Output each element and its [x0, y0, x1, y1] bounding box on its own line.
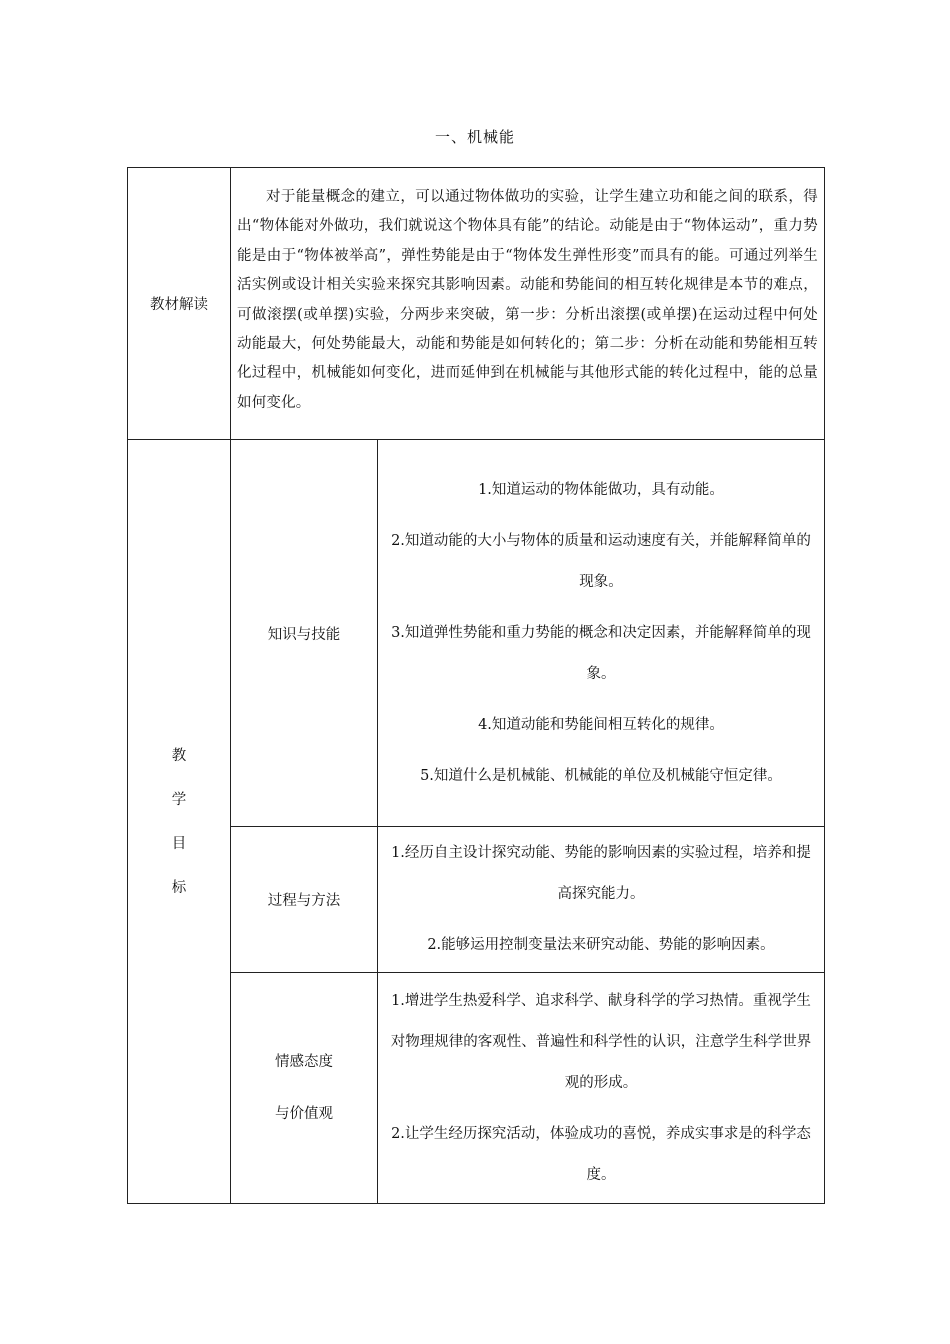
objectives-label-char: 学 [171, 791, 187, 808]
emotion-label-line: 与价值观 [275, 1106, 333, 1122]
textbook-cell [231, 168, 825, 440]
document-title: 一、机械能 [434, 128, 515, 146]
emotion-row [128, 973, 825, 1204]
knowledge-item: 1.知道运动的物体能做功，具有动能。 [478, 481, 724, 498]
knowledge-item: 3.知道弹性势能和重力势能的概念和决定因素，并能解释简单的现象。 [391, 624, 811, 682]
objectives-label-char: 教 [171, 747, 187, 764]
textbook-text: 对于能量概念的建立，可以通过物体做功的实验，让学生建立功和能之间的联系，得出“物体能对外做功，我们就说这个物体具有能”的结论。动能是由于“物体运动”，重力势能是由于“物体被举高”，弹性势能是由于“物体发生弹性形变”而具有的能。可通过列举生活实例或设计相关实验来探究其影响因素。动能和势能间的相互转化规律是本节的难点，可做滚摆(或单摆)实验，分两步来突破，第一步：分析出滚摆(或单摆)在运动过程中何处动能最大，何处势能最大，动能和势能是如何转化的；第二步：分析在动能和势能相互转化过程中，机械能如何变化，进而延伸到在机械能与其他形式能的转化过程中，能的总量如何变化。 [237, 188, 818, 411]
textbook-label: 教材解读 [128, 168, 231, 440]
objectives-label-char: 目 [171, 835, 187, 852]
knowledge-row [128, 440, 825, 827]
process-cell [378, 827, 825, 973]
emotion-cell [378, 973, 825, 1204]
process-row [128, 827, 825, 973]
emotion-label-line: 情感态度 [275, 1054, 333, 1070]
textbook-row [128, 168, 825, 440]
emotion-item: 1.增进学生热爱科学、追求科学、献身科学的学习热情。重视学生对物理规律的客观性、普遍性和科学性的认识，注意学生科学世界观的形成。 [390, 992, 812, 1091]
emotion-label [231, 973, 378, 1204]
knowledge-item: 4.知道动能和势能间相互转化的规律。 [478, 716, 724, 733]
knowledge-label: 知识与技能 [231, 440, 378, 827]
process-item: 1.经历自主设计探究动能、势能的影响因素的实验过程，培养和提高探究能力。 [391, 845, 811, 902]
lesson-plan-table [127, 167, 825, 1204]
process-item: 2.能够运用控制变量法来研究动能、势能的影响因素。 [427, 937, 775, 953]
knowledge-item: 2.知道动能的大小与物体的质量和运动速度有关，并能解释简单的现象。 [391, 532, 811, 590]
emotion-item: 2.让学生经历探究活动，体验成功的喜悦，养成实事求是的科学态度。 [391, 1125, 811, 1183]
knowledge-cell [378, 440, 825, 827]
objectives-label [128, 440, 231, 1204]
process-label: 过程与方法 [231, 827, 378, 973]
knowledge-item: 5.知道什么是机械能、机械能的单位及机械能守恒定律。 [420, 767, 782, 784]
objectives-label-char: 标 [171, 879, 187, 896]
